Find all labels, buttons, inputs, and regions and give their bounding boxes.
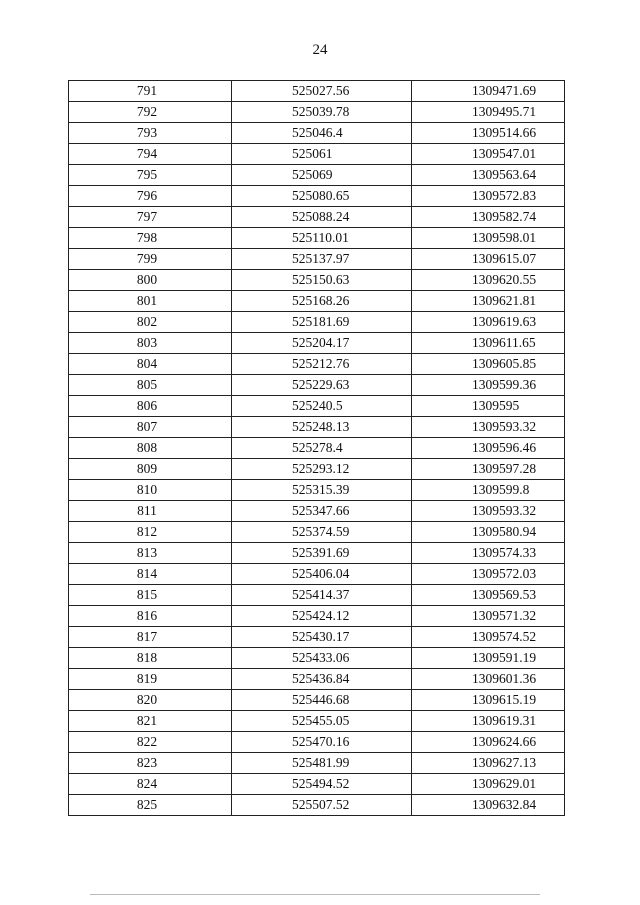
x-coordinate-cell: 525414.37 xyxy=(232,585,412,606)
x-coordinate-cell: 525069 xyxy=(232,165,412,186)
point-number-cell: 824 xyxy=(69,774,232,795)
table-row xyxy=(69,522,565,543)
x-coordinate-cell: 525374.59 xyxy=(232,522,412,543)
y-coordinate-cell: 1309627.13 xyxy=(412,753,565,774)
point-number-cell: 792 xyxy=(69,102,232,123)
table-row xyxy=(69,753,565,774)
point-number-cell: 808 xyxy=(69,438,232,459)
y-coordinate-cell: 1309615.19 xyxy=(412,690,565,711)
x-coordinate-cell: 525248.13 xyxy=(232,417,412,438)
table-row xyxy=(69,102,565,123)
y-coordinate-cell: 1309593.32 xyxy=(412,501,565,522)
y-coordinate-cell: 1309574.52 xyxy=(412,627,565,648)
x-coordinate-cell: 525347.66 xyxy=(232,501,412,522)
x-coordinate-cell: 525433.06 xyxy=(232,648,412,669)
y-coordinate-cell: 1309495.71 xyxy=(412,102,565,123)
x-coordinate-cell: 525150.63 xyxy=(232,270,412,291)
point-number-cell: 791 xyxy=(69,81,232,102)
x-coordinate-cell: 525110.01 xyxy=(232,228,412,249)
y-coordinate-cell: 1309619.31 xyxy=(412,711,565,732)
table-row xyxy=(69,480,565,501)
x-coordinate-cell: 525168.26 xyxy=(232,291,412,312)
point-number-cell: 793 xyxy=(69,123,232,144)
table-row xyxy=(69,81,565,102)
table-row xyxy=(69,270,565,291)
x-coordinate-cell: 525039.78 xyxy=(232,102,412,123)
y-coordinate-cell: 1309615.07 xyxy=(412,249,565,270)
x-coordinate-cell: 525212.76 xyxy=(232,354,412,375)
y-coordinate-cell: 1309574.33 xyxy=(412,543,565,564)
y-coordinate-cell: 1309601.36 xyxy=(412,669,565,690)
point-number-cell: 809 xyxy=(69,459,232,480)
table-row xyxy=(69,228,565,249)
y-coordinate-cell: 1309598.01 xyxy=(412,228,565,249)
point-number-cell: 796 xyxy=(69,186,232,207)
table-row xyxy=(69,606,565,627)
point-number-cell: 805 xyxy=(69,375,232,396)
x-coordinate-cell: 525088.24 xyxy=(232,207,412,228)
y-coordinate-cell: 1309572.83 xyxy=(412,186,565,207)
point-number-cell: 811 xyxy=(69,501,232,522)
x-coordinate-cell: 525446.68 xyxy=(232,690,412,711)
table-row xyxy=(69,396,565,417)
point-number-cell: 825 xyxy=(69,795,232,816)
point-number-cell: 799 xyxy=(69,249,232,270)
point-number-cell: 814 xyxy=(69,564,232,585)
y-coordinate-cell: 1309569.53 xyxy=(412,585,565,606)
y-coordinate-cell: 1309591.19 xyxy=(412,648,565,669)
point-number-cell: 818 xyxy=(69,648,232,669)
y-coordinate-cell: 1309580.94 xyxy=(412,522,565,543)
table-row xyxy=(69,312,565,333)
coordinates-table-body xyxy=(69,81,565,816)
y-coordinate-cell: 1309624.66 xyxy=(412,732,565,753)
table-row xyxy=(69,543,565,564)
point-number-cell: 820 xyxy=(69,690,232,711)
point-number-cell: 817 xyxy=(69,627,232,648)
x-coordinate-cell: 525046.4 xyxy=(232,123,412,144)
y-coordinate-cell: 1309514.66 xyxy=(412,123,565,144)
table-row xyxy=(69,732,565,753)
point-number-cell: 800 xyxy=(69,270,232,291)
point-number-cell: 815 xyxy=(69,585,232,606)
x-coordinate-cell: 525061 xyxy=(232,144,412,165)
x-coordinate-cell: 525470.16 xyxy=(232,732,412,753)
point-number-cell: 816 xyxy=(69,606,232,627)
y-coordinate-cell: 1309572.03 xyxy=(412,564,565,585)
point-number-cell: 821 xyxy=(69,711,232,732)
point-number-cell: 807 xyxy=(69,417,232,438)
coordinates-table xyxy=(68,80,565,816)
y-coordinate-cell: 1309605.85 xyxy=(412,354,565,375)
point-number-cell: 794 xyxy=(69,144,232,165)
x-coordinate-cell: 525315.39 xyxy=(232,480,412,501)
point-number-cell: 803 xyxy=(69,333,232,354)
y-coordinate-cell: 1309632.84 xyxy=(412,795,565,816)
x-coordinate-cell: 525406.04 xyxy=(232,564,412,585)
table-row xyxy=(69,585,565,606)
table-row xyxy=(69,417,565,438)
point-number-cell: 810 xyxy=(69,480,232,501)
x-coordinate-cell: 525137.97 xyxy=(232,249,412,270)
point-number-cell: 804 xyxy=(69,354,232,375)
point-number-cell: 797 xyxy=(69,207,232,228)
table-row xyxy=(69,291,565,312)
point-number-cell: 798 xyxy=(69,228,232,249)
y-coordinate-cell: 1309571.32 xyxy=(412,606,565,627)
point-number-cell: 813 xyxy=(69,543,232,564)
y-coordinate-cell: 1309611.65 xyxy=(412,333,565,354)
y-coordinate-cell: 1309599.8 xyxy=(412,480,565,501)
x-coordinate-cell: 525436.84 xyxy=(232,669,412,690)
point-number-cell: 806 xyxy=(69,396,232,417)
table-row xyxy=(69,144,565,165)
point-number-cell: 802 xyxy=(69,312,232,333)
x-coordinate-cell: 525293.12 xyxy=(232,459,412,480)
x-coordinate-cell: 525027.56 xyxy=(232,81,412,102)
page-number: 24 xyxy=(312,42,328,58)
y-coordinate-cell: 1309619.63 xyxy=(412,312,565,333)
point-number-cell: 819 xyxy=(69,669,232,690)
x-coordinate-cell: 525204.17 xyxy=(232,333,412,354)
scan-artifact-line xyxy=(90,894,540,895)
table-row xyxy=(69,648,565,669)
x-coordinate-cell: 525455.05 xyxy=(232,711,412,732)
x-coordinate-cell: 525181.69 xyxy=(232,312,412,333)
table-row xyxy=(69,186,565,207)
table-row xyxy=(69,207,565,228)
table-row xyxy=(69,123,565,144)
point-number-cell: 795 xyxy=(69,165,232,186)
y-coordinate-cell: 1309582.74 xyxy=(412,207,565,228)
table-row xyxy=(69,354,565,375)
y-coordinate-cell: 1309596.46 xyxy=(412,438,565,459)
x-coordinate-cell: 525481.99 xyxy=(232,753,412,774)
y-coordinate-cell: 1309597.28 xyxy=(412,459,565,480)
table-row xyxy=(69,165,565,186)
table-row xyxy=(69,711,565,732)
table-row xyxy=(69,501,565,522)
point-number-cell: 801 xyxy=(69,291,232,312)
x-coordinate-cell: 525278.4 xyxy=(232,438,412,459)
y-coordinate-cell: 1309621.81 xyxy=(412,291,565,312)
table-row xyxy=(69,564,565,585)
x-coordinate-cell: 525494.52 xyxy=(232,774,412,795)
x-coordinate-cell: 525424.12 xyxy=(232,606,412,627)
table-row xyxy=(69,690,565,711)
point-number-cell: 822 xyxy=(69,732,232,753)
x-coordinate-cell: 525229.63 xyxy=(232,375,412,396)
table-row xyxy=(69,333,565,354)
y-coordinate-cell: 1309629.01 xyxy=(412,774,565,795)
y-coordinate-cell: 1309547.01 xyxy=(412,144,565,165)
x-coordinate-cell: 525430.17 xyxy=(232,627,412,648)
point-number-cell: 823 xyxy=(69,753,232,774)
x-coordinate-cell: 525507.52 xyxy=(232,795,412,816)
y-coordinate-cell: 1309471.69 xyxy=(412,81,565,102)
x-coordinate-cell: 525240.5 xyxy=(232,396,412,417)
y-coordinate-cell: 1309599.36 xyxy=(412,375,565,396)
point-number-cell: 812 xyxy=(69,522,232,543)
table-row xyxy=(69,459,565,480)
y-coordinate-cell: 1309620.55 xyxy=(412,270,565,291)
table-row xyxy=(69,627,565,648)
table-row xyxy=(69,249,565,270)
table-row xyxy=(69,795,565,816)
y-coordinate-cell: 1309595 xyxy=(412,396,565,417)
table-row xyxy=(69,774,565,795)
y-coordinate-cell: 1309563.64 xyxy=(412,165,565,186)
table-row xyxy=(69,438,565,459)
table-row xyxy=(69,669,565,690)
table-row xyxy=(69,375,565,396)
x-coordinate-cell: 525391.69 xyxy=(232,543,412,564)
x-coordinate-cell: 525080.65 xyxy=(232,186,412,207)
y-coordinate-cell: 1309593.32 xyxy=(412,417,565,438)
